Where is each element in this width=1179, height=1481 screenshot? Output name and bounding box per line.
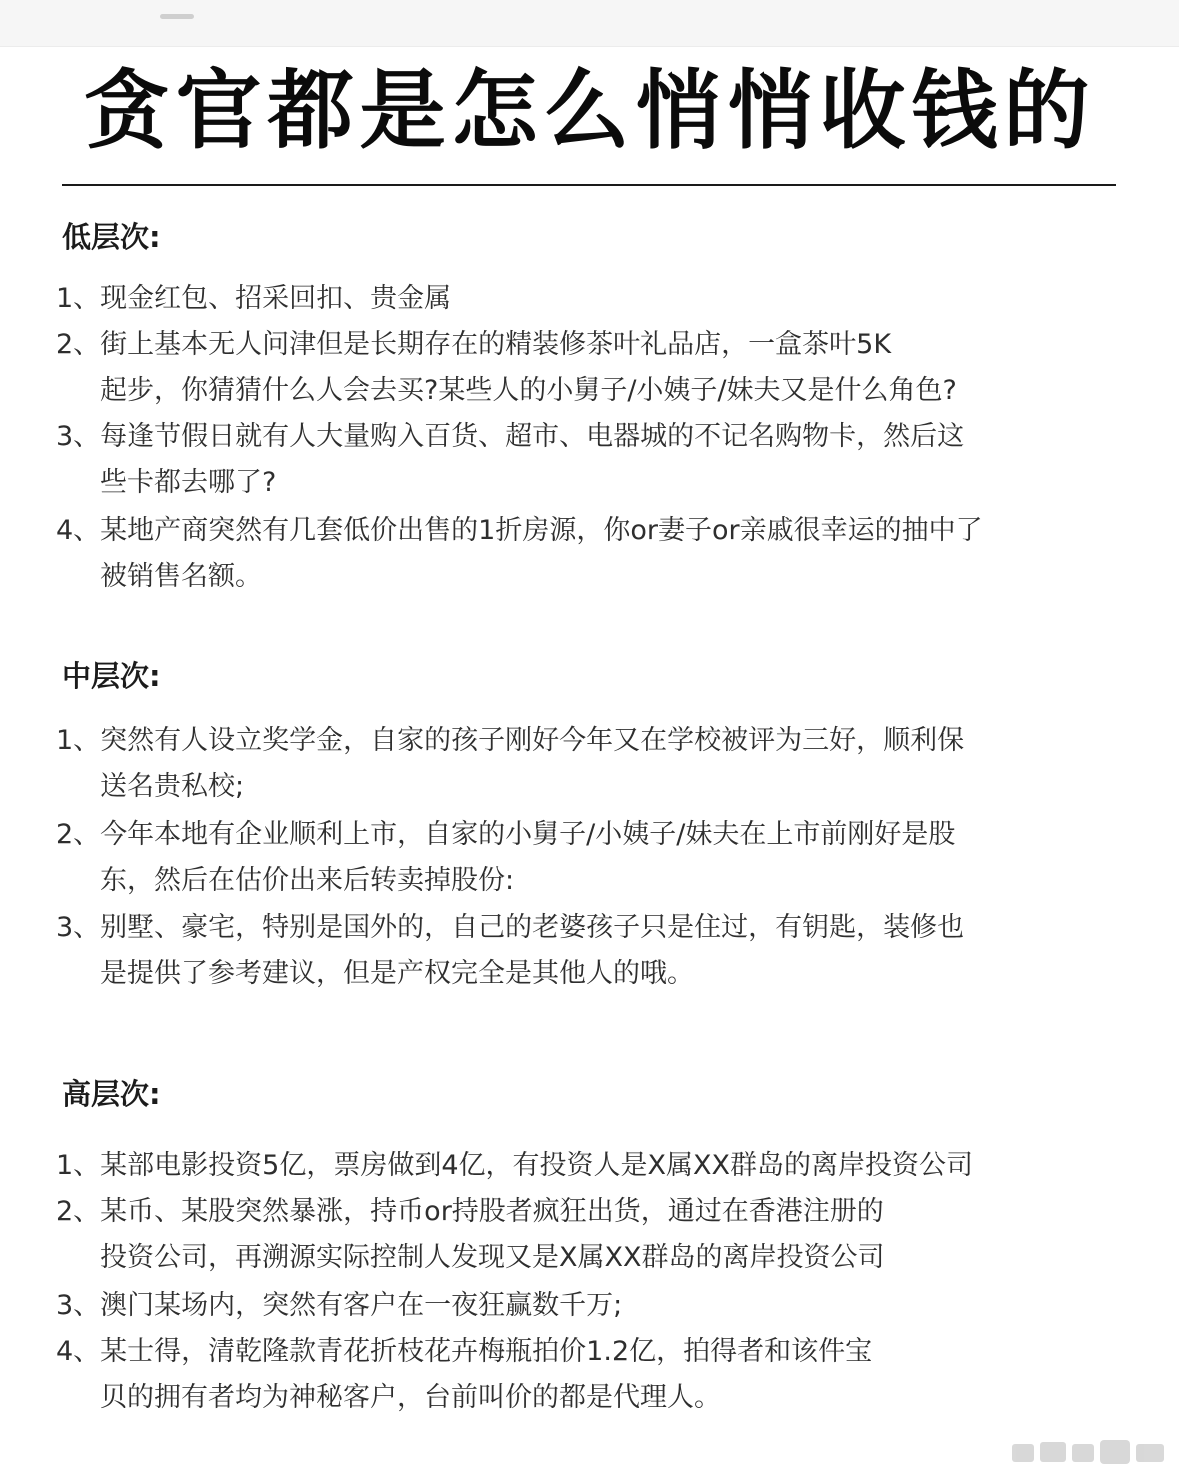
page-title: 贪官都是怎么悄悄收钱的 <box>83 61 1096 161</box>
top-bar-handle <box>160 14 194 19</box>
list-item-high-4 <box>56 1329 1136 1421</box>
item-line-continued: 东，然后在估价出来后转卖掉股份: <box>100 865 515 896</box>
list-item-low-3 <box>56 414 1136 506</box>
item-line: 1、突然有人设立奖学金，自家的孩子刚好今年又在学校被评为三好，顺利保 <box>56 725 965 756</box>
item-line-continued: 起步，你猜猜什么人会去买?某些人的小舅子/小姨子/妹夫又是什么角色? <box>100 375 957 406</box>
item-line: 2、街上基本无人问津但是长期存在的精装修茶叶礼品店，一盒茶叶5K <box>56 329 892 360</box>
list-item-mid-3 <box>56 905 1136 997</box>
item-line: 1、现金红包、招采回扣、贵金属 <box>56 283 452 314</box>
section-heading-low: 低层次: <box>62 220 161 254</box>
item-line: 3、澳门某场内，突然有客户在一夜狂赢数千万; <box>56 1290 623 1321</box>
list-item-high-2 <box>56 1189 1136 1281</box>
list-item-low-1 <box>56 276 1136 322</box>
item-line-continued: 被销售名额。 <box>100 561 262 592</box>
list-item-mid-1 <box>56 718 1136 810</box>
list-item-mid-2 <box>56 812 1136 904</box>
top-bar <box>0 0 1179 47</box>
item-line-continued: 是提供了参考建议，但是产权完全是其他人的哦。 <box>100 958 694 989</box>
item-line-continued: 送名贵私校; <box>100 771 245 802</box>
item-line: 3、每逢节假日就有人大量购入百货、超市、电器城的不记名购物卡，然后这 <box>56 421 965 452</box>
item-line: 4、某士得，清乾隆款青花折枝花卉梅瓶拍价1.2亿，拍得者和该件宝 <box>56 1336 873 1367</box>
list-item-low-2 <box>56 322 1136 414</box>
section-heading-mid: 中层次: <box>62 659 161 693</box>
list-item-high-3 <box>56 1283 1136 1329</box>
item-line-continued: 些卡都去哪了? <box>100 467 277 498</box>
item-line: 3、别墅、豪宅，特别是国外的，自己的老婆孩子只是住过，有钥匙，装修也 <box>56 912 965 943</box>
item-line-continued: 投资公司，再溯源实际控制人发现又是X属XX群岛的离岸投资公司 <box>100 1242 885 1273</box>
list-item-high-1 <box>56 1143 1136 1189</box>
section-heading-high: 高层次: <box>62 1077 161 1111</box>
item-line: 1、某部电影投资5亿，票房做到4亿，有投资人是X属XX群岛的离岸投资公司 <box>56 1150 974 1181</box>
item-line-continued: 贝的拥有者均为神秘客户，台前叫价的都是代理人。 <box>100 1382 721 1413</box>
list-item-low-4 <box>56 508 1136 600</box>
item-line: 2、今年本地有企业顺利上市，自家的小舅子/小姨子/妹夫在上市前刚好是股 <box>56 819 956 850</box>
item-line: 4、某地产商突然有几套低价出售的1折房源，你or妻子or亲戚很幸运的抽中了 <box>56 515 983 546</box>
item-line: 2、某币、某股突然暴涨，持币or持股者疯狂出货，通过在香港注册的 <box>56 1196 884 1227</box>
title-divider <box>62 184 1116 186</box>
watermark-logo <box>1010 1434 1170 1470</box>
